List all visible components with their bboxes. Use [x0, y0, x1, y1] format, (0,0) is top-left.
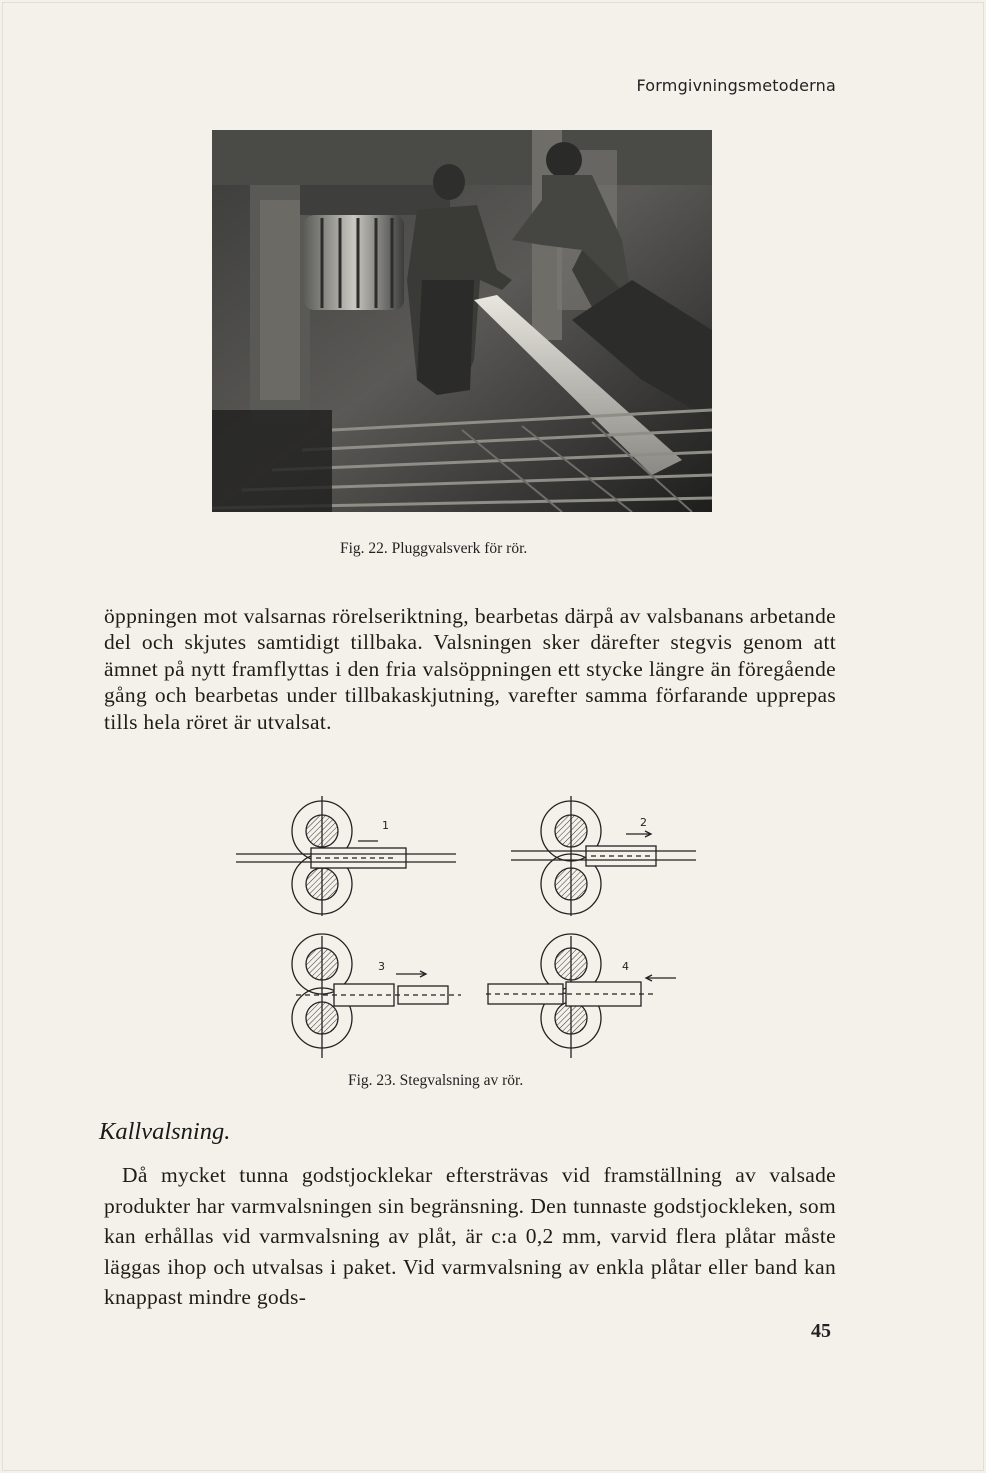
- step-rolling-schematic: [226, 796, 716, 1066]
- step-1-panel: [236, 796, 456, 916]
- figure-22-photo: [212, 130, 712, 512]
- step-label-2: 2: [640, 816, 647, 829]
- step-4-panel: [486, 934, 676, 1058]
- step-2-panel: [511, 796, 696, 916]
- running-header: Formgivningsmetoderna: [636, 76, 836, 95]
- step-label-4: 4: [622, 960, 629, 973]
- step-label-3: 3: [378, 960, 385, 973]
- figure-22-caption: Fig. 22. Pluggvalsverk för rör.: [340, 540, 528, 557]
- body-paragraph: öppningen mot valsarnas rörelseriktning, bearbetas därpå av valsbanans arbetande del och skjutes samtidigt tillbaka. Valsningen sker därefter stegvis genom att ämnet på nytt framflyttas i den fria valsöppningen ett stycke längre än föregående gång och bearbetas under tillbakaskjutning, varefter samma förfarande upprepas tills hela röret är utvalsat.: [104, 604, 836, 734]
- step-label-1: 1: [382, 819, 389, 832]
- step-3-panel: [292, 934, 461, 1058]
- figure-23-diagram: [226, 796, 716, 1066]
- rolling-mill-photo: [212, 130, 712, 512]
- section-paragraph: Då mycket tunna godstjocklekar eftersträvas vid framställning av valsade produkter har varmvalsningen sin begränsning. Den tunnaste godstjockleken, som kan erhållas vid varmvalsning av plåt, är c:a 0,2 mm, varvid flera plåtar måste läggas ihop och utvalsas i paket. Vid varmvalsning av enkla plåtar eller band kan knappast mindre gods-: [104, 1163, 836, 1309]
- page-number: 45: [811, 1320, 831, 1342]
- figure-23-caption: Fig. 23. Stegvalsning av rör.: [348, 1072, 524, 1089]
- section-heading: Kallvalsning.: [99, 1118, 231, 1145]
